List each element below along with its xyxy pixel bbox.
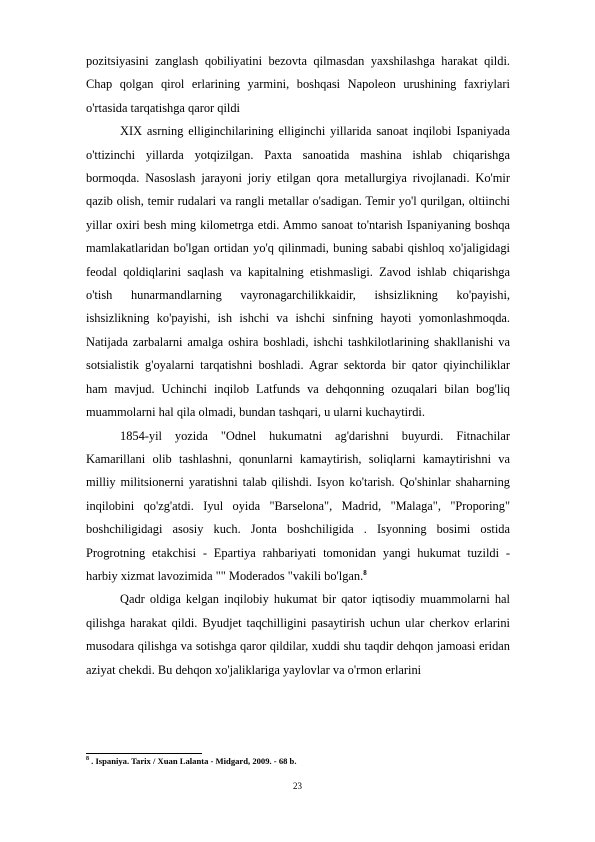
footnote-divider [86,753,202,754]
footnote-reference[interactable]: 8 [363,568,367,577]
footnote [86,756,510,767]
paragraph-1854-uprising: 1854-yil yozida "Odnel hukumatni ag'darishni buyurdi. Fitnachilar Kamarillani olib tashlashni, qonunlarni kamaytirish, soliqlarni kamaytirishni va milliy militsionerni yaratishni talab qilishdi. Isyon ko'tarish. Qo'shinlar shaharning inqilobini qo'zg'atdi. Iyul oyida "Barselona", Madrid, "Malaga", "Proporing" boshchiligidagi asosiy kuch. Jonta boshchiligida . Isyonning bosimi ostida Progrotning etakchisi - Epartiya rahbariyati tomonidan yangi hukumat tuzildi - harbiy xizmat lavozimida "" Moderados "vakili bo'lgan.$^8$ [86,428,510,583]
footnote-text: . Ispaniya. Tarix / Xuan Lalanta - Midgard, 2009. - 68 b. [89,756,297,766]
page-number: 23 [293,781,302,791]
paragraph-industrial-revolution: XIX asrning elliginchilarining elliginchi yillarida sanoat inqilobi Ispaniyada o'ttizinchi yillarda yotqizilgan. Paxta sanoatida mashina ishlab chiqarishga bormoqda. Nasoslash jarayoni joriy etilgan qora metallurgiya rivojlanadi. Ko'mir qazib olish, temir rudalari va rangli metallar o'sadigan. Temir yo'l qurilgan, oltiinchi yillar oxiri besh ming kilometrga etdi. Ammo sanoat to'ntarish Ispaniyaning boshqa mamlakatlaridan bo'lgan ortidan yo'q qilinmadi, buning sababi qishloq xo'jaligidagi feodal qoldiqlarini saqlash va kapitalning etishmasligi. Zavod ishlab chiqarishga o'tish hunarmandlarning vayronagarchilikkaidir, ishsizlikning ko'payishi, ishsizlikning ko'payishi, ish ishchi va ishchi sinfning hayoti yomonlashmoqda. Natijada zarbalarni amalga oshira boshladi, ishchi tashkilotlarining shakllanishi va sotsialistik g'oyalarni tarqatishni boshladi. Agrar sektorda bir qator qiyinchiliklar ham mavjud. Uchinchi inqilob Latfunds va dehqonning ozuqalari bilan bog'liq muammolarni hal qila olmadi, bundan tashqari, u ularni kuchaytirdi. [86,124,510,420]
footnote-marker: 8 [86,756,89,763]
paragraph-revolutionary-government: Qadr oldiga kelgan inqilobiy hukumat bir qator iqtisodiy muammolarni hal qilishga harakat qildi. Byudjet taqchilligini pasaytirish uchun ular cherkov erlarini musodara qilishga va sotishga qaror qildilar, xuddi shu taqdir dehqon jamoasi eridan aziyat chekdi. Bu dehqon xo'jaliklariga yaylovlar va o'rmon erlarini [86,592,510,677]
paragraph-continuation: pozitsiyasini zanglash qobiliyatini bezovta qilmasdan yaxshilashga harakat qildi. Chap qolgan qirol erlarining yarmini, boshqasi Napoleon urushining faxriylari o'rtasida tarqatishga qaror qildi [86,54,510,115]
page-body [86,50,510,682]
